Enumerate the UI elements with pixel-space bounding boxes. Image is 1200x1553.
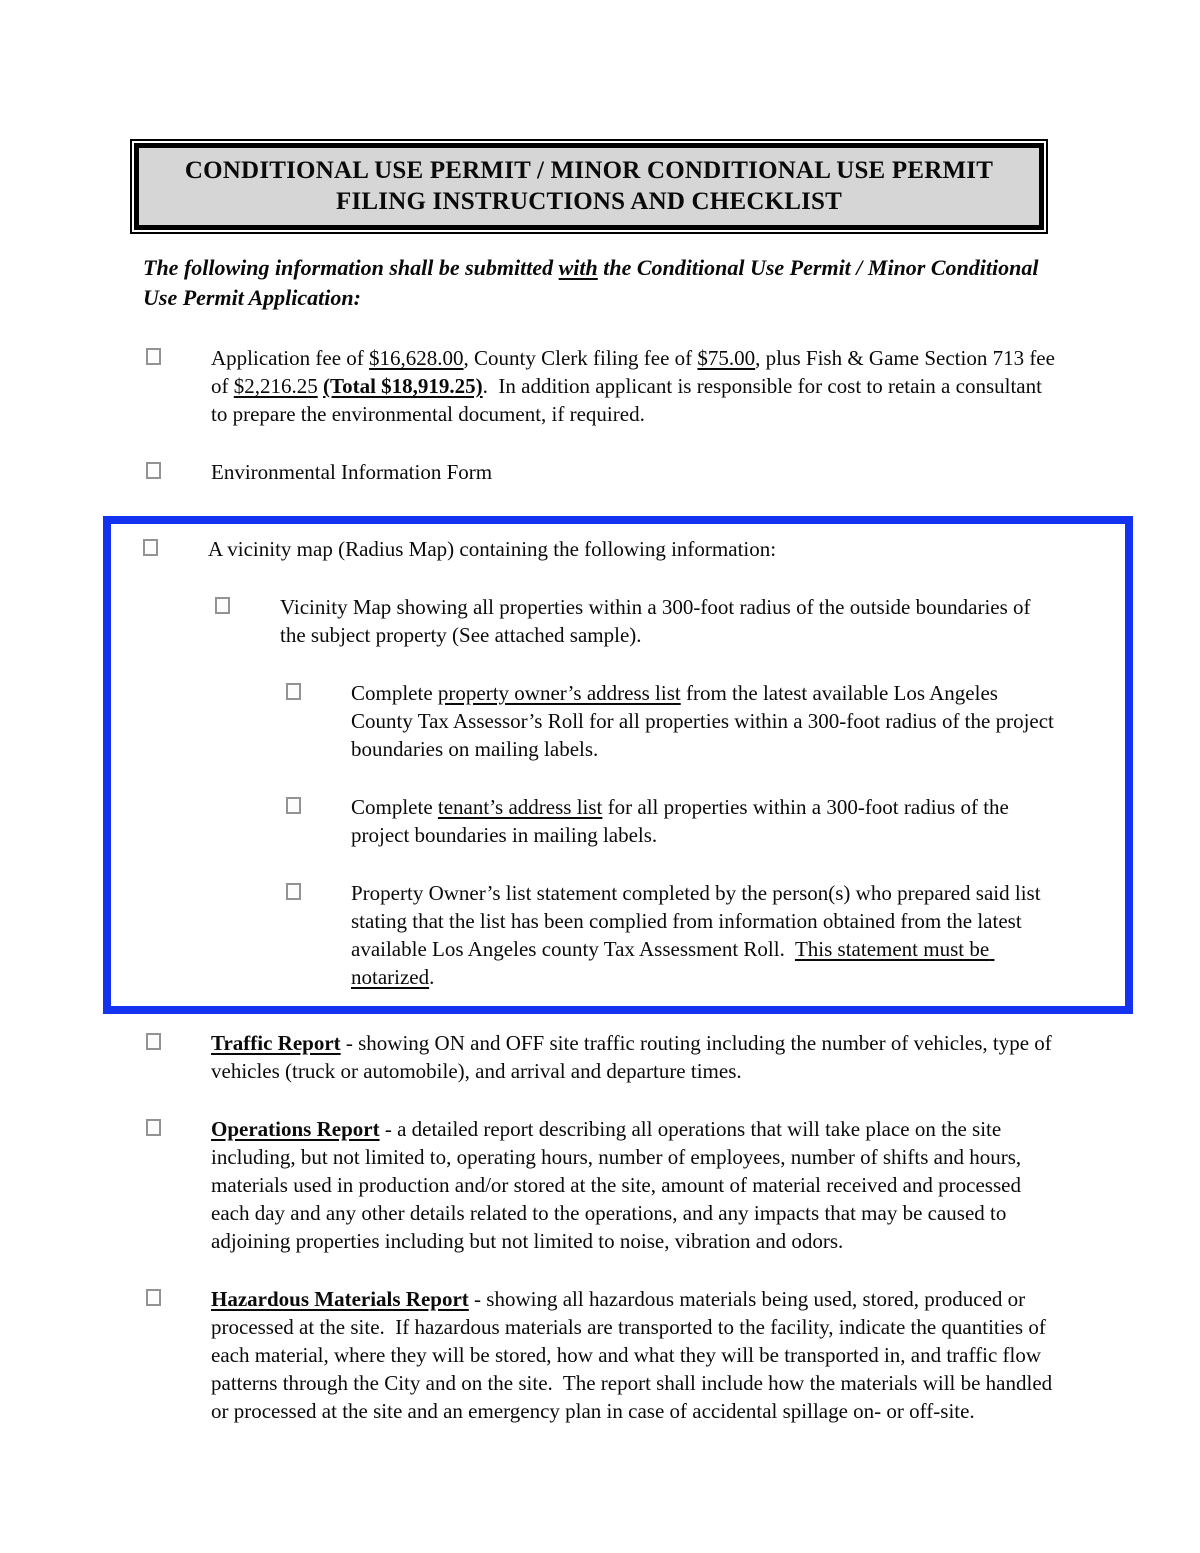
text-run: A vicinity map (Radius Map) containing the following information: xyxy=(208,537,777,561)
checkbox-icon[interactable] xyxy=(286,883,301,900)
text-run: tenant’s address list xyxy=(437,795,603,819)
checklist-item xyxy=(143,458,1060,486)
text-run: (Total $18,919.25) xyxy=(323,374,483,398)
checkbox-icon[interactable] xyxy=(146,462,161,479)
text-run: - showing all hazardous materials being used, stored, produced or processed at the site. If hazardous materials are transported to the facility, indicate the quantities of each material, where they will be stored, how and what they will be transported in, and traffic flow patterns through the City and on the site. The report shall include how the materials will be handled or processed at the site and an emergency plan in case of accidental spillage on- or off-site. xyxy=(211,1287,1058,1423)
text-run: - showing ON and OFF site traffic routing including the number of vehicles, type of vehicles (truck or automobile), and arrival and departure times. xyxy=(211,1031,1058,1083)
title-box-inner xyxy=(134,143,1044,230)
item-text xyxy=(351,879,1060,991)
item-text xyxy=(211,1115,1060,1255)
item-text xyxy=(351,679,1060,763)
text-run: Traffic Report xyxy=(211,1031,341,1055)
checklist-item xyxy=(140,679,1060,763)
text-run: $75.00 xyxy=(697,346,756,370)
checkbox-icon[interactable] xyxy=(143,539,158,556)
text-run: $2,216.25 xyxy=(233,374,318,398)
item-text xyxy=(211,458,1060,486)
checklist-item xyxy=(143,1115,1060,1255)
item-text xyxy=(208,535,1060,563)
text-run: $16,628.00 xyxy=(369,346,464,370)
title-box xyxy=(130,139,1048,234)
text-run: for all properties within a 300-foot radius of the project boundaries in mailing labels. xyxy=(351,795,1015,847)
text-run: - a detailed report describing all operations that will take place on the site including, but not limited to, operating hours, number of employees, number of shifts and hours, materials used in production and/or stored at the site, amount of material received and processed each day and any other details related to the operations, and any impacts that may be caused to adjoining properties including but not limited to noise, vibration and odors. xyxy=(211,1117,1027,1253)
checklist xyxy=(143,344,1060,1425)
text-run: Property Owner’s list statement completed by the person(s) who prepared said list stating that the list has been complied from information obtained from the latest available Los Angeles county Tax Assessment Roll. xyxy=(351,881,1046,961)
page-title-line1: CONDITIONAL USE PERMIT / MINOR CONDITIONAL USE PERMIT xyxy=(184,157,994,184)
item-text xyxy=(211,1285,1060,1425)
checklist-item xyxy=(143,344,1060,428)
checkbox-icon[interactable] xyxy=(146,1033,161,1050)
page-title-line2: FILING INSTRUCTIONS AND CHECKLIST xyxy=(335,188,843,215)
checkbox-icon[interactable] xyxy=(286,683,301,700)
item-text xyxy=(351,793,1060,849)
text-run: , County Clerk filing fee of xyxy=(463,346,698,370)
item-text xyxy=(211,1029,1060,1085)
checklist-item xyxy=(140,793,1060,849)
checkbox-icon[interactable] xyxy=(146,1289,161,1306)
text-run: Vicinity Map showing all properties within a 300-foot radius of the outside boundaries of the subject property (See attached sample). xyxy=(280,595,1036,647)
checklist-item xyxy=(143,1029,1060,1085)
highlighted-section xyxy=(103,516,1133,1014)
text-run: Environmental Information Form xyxy=(211,460,493,484)
text-run: The following information shall be submitted xyxy=(143,255,559,280)
text-run: . In addition applicant is responsible for cost to retain a consultant to prepare the environmental document, if required. xyxy=(211,374,1048,426)
text-run: This statement must be notarized xyxy=(351,937,995,989)
checkbox-icon[interactable] xyxy=(215,597,230,614)
text-run: from the latest available Los Angeles County Tax Assessor’s Roll for all properties within a 300-foot radius of the project boundaries on mailing labels. xyxy=(351,681,1060,761)
checklist-item xyxy=(140,535,1060,563)
checklist-item xyxy=(140,593,1060,649)
checkbox-icon[interactable] xyxy=(146,1119,161,1136)
text-run: Operations Report xyxy=(211,1117,380,1141)
checklist-item xyxy=(143,1285,1060,1425)
item-text xyxy=(280,593,1060,649)
text-run: Complete xyxy=(351,795,438,819)
intro-text xyxy=(143,253,1045,313)
text-run: Application fee of xyxy=(211,346,370,370)
item-text xyxy=(211,344,1060,428)
text-run: . xyxy=(429,965,435,989)
text-run: property owner’s address list xyxy=(437,681,681,705)
text-run: with xyxy=(558,255,598,280)
text-run: Complete xyxy=(351,681,438,705)
document-content xyxy=(143,253,1060,1425)
text-run: , plus Fish & Game Section 713 fee of xyxy=(211,346,1061,398)
checkbox-icon[interactable] xyxy=(146,348,161,365)
checkbox-icon[interactable] xyxy=(286,797,301,814)
checklist-item xyxy=(140,879,1060,991)
text-run: the Conditional Use Permit / Minor Conditional Use Permit Application: xyxy=(143,255,1044,310)
text-run: Hazardous Materials Report xyxy=(211,1287,469,1311)
